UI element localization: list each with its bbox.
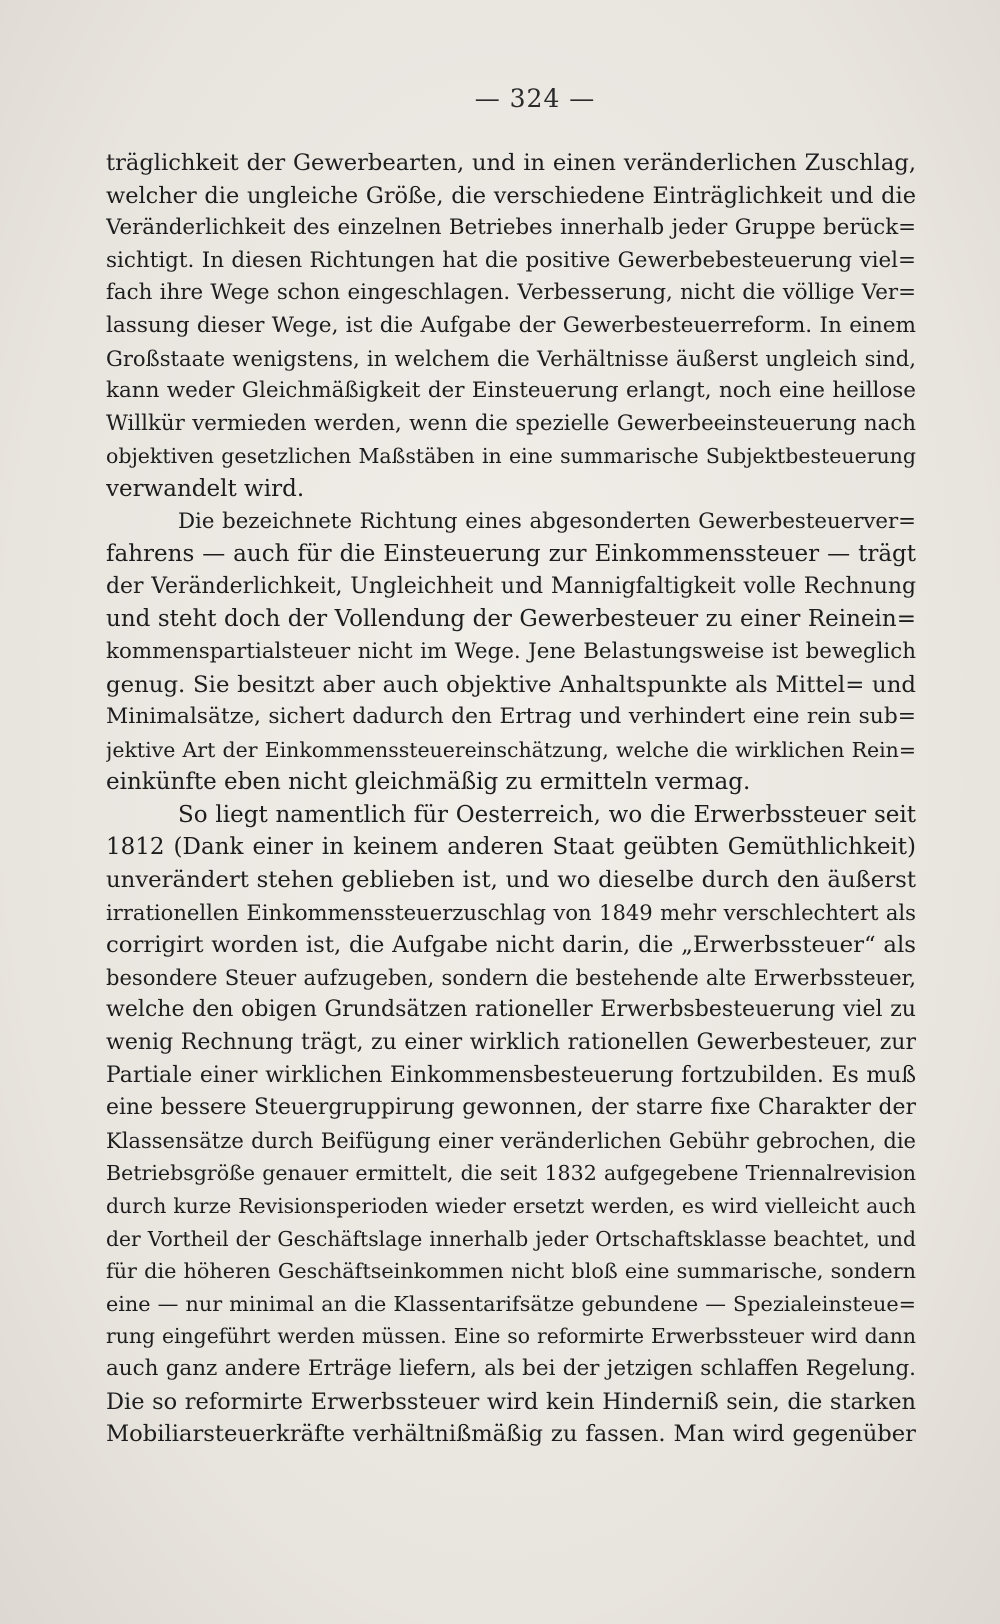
- text-line: unverändert stehen geblieben ist, und wo dieselbe durch den äußerst: [106, 867, 916, 894]
- text-line: Die bezeichnete Richtung eines abgesonderten Gewerbesteuerver=: [178, 508, 916, 534]
- text-line: Die so reformirte Erwerbssteuer wird kein Hinderniß sein, die starken: [106, 1388, 916, 1415]
- text-line: sichtigt. In diesen Richtungen hat die positive Gewerbebesteuerung viel=: [106, 247, 916, 273]
- text-line: besondere Steuer aufzugeben, sondern die bestehende alte Erwerbssteuer,: [106, 964, 916, 990]
- text-line: irrationellen Einkommenssteuerzuschlag von 1849 mehr verschlechtert als: [106, 899, 916, 925]
- text-line: wenig Rechnung trägt, zu einer wirklich rationellen Gewerbesteuer, zur: [106, 1030, 916, 1056]
- text-line: rung eingeführt werden müssen. Eine so reformirte Erwerbssteuer wird dann: [106, 1324, 916, 1349]
- text-line: corrigirt worden ist, die Aufgabe nicht darin, die „Erwerbssteuer“ als: [106, 932, 916, 959]
- text-line: Betriebsgröße genauer ermittelt, die seit 1832 aufgegebene Triennalrevision: [106, 1161, 916, 1186]
- text-line: fahrens — auch für die Einsteuerung zur Einkommenssteuer — trägt: [106, 541, 916, 568]
- text-line: und steht doch der Vollendung der Gewerbesteuer zu einer Reinein=: [106, 606, 916, 633]
- text-line: für die höheren Geschäftseinkommen nicht bloß eine summarische, sondern: [106, 1259, 916, 1284]
- text-line: objektiven gesetzlichen Maßstäben in eine summarische Subjektbesteuerung: [106, 444, 916, 469]
- text-line: träglichkeit der Gewerbearten, und in einen veränderlichen Zuschlag,: [106, 150, 916, 176]
- text-line: Mobiliarsteuerkräfte verhältnißmäßig zu fassen. Man wird gegenüber: [106, 1421, 916, 1448]
- text-line: Partiale einer wirklichen Einkommensbesteuerung fortzubilden. Es muß: [106, 1062, 916, 1088]
- text-line: der Veränderlichkeit, Ungleichheit und Mannigfaltigkeit volle Rechnung: [106, 573, 916, 599]
- text-line: kann weder Gleichmäßigkeit der Einsteuerung erlangt, noch eine heillose: [106, 378, 916, 404]
- text-line: verwandelt wird.: [106, 475, 305, 502]
- text-line: genug. Sie besitzt aber auch objektive Anhaltspunkte als Mittel= und: [106, 671, 916, 698]
- text-line: Veränderlichkeit des einzelnen Betriebes innerhalb jeder Gruppe berück=: [106, 215, 916, 241]
- text-line: lassung dieser Wege, ist die Aufgabe der Gewerbesteuerreform. In einem: [106, 312, 916, 338]
- text-line: fach ihre Wege schon eingeschlagen. Verbesserung, nicht die völlige Ver=: [106, 280, 916, 306]
- text-line: der Vortheil der Geschäftslage innerhalb jeder Ortschaftsklasse beachtet, und: [106, 1226, 916, 1251]
- text-line: eine — nur minimal an die Klassentarifsätze gebundene — Spezialeinsteue=: [106, 1291, 916, 1316]
- text-line: Klassensätze durch Beifügung einer veränderlichen Gebühr gebrochen, die: [106, 1127, 916, 1153]
- text-line: Willkür vermieden werden, wenn die spezielle Gewerbeeinsteuerung nach: [106, 410, 916, 436]
- text-line: durch kurze Revisionsperioden wieder ersetzt werden, es wird vielleicht auch: [106, 1194, 916, 1218]
- text-line: auch ganz andere Erträge liefern, als bei der jetzigen schlaffen Regelung.: [106, 1355, 916, 1381]
- text-line: 1812 (Dank einer in keinem anderen Staat geübten Gemüthlichkeit): [106, 834, 916, 861]
- text-line: jektive Art der Einkommenssteuereinschätzung, welche die wirklichen Rein=: [106, 737, 916, 762]
- text-line: welche den obigen Grundsätzen rationeller Erwerbsbesteuerung viel zu: [106, 997, 916, 1023]
- text-line: kommenspartialsteuer nicht im Wege. Jene Belastungsweise ist beweglich: [106, 638, 916, 664]
- text-line: welcher die ungleiche Größe, die verschiedene Einträglichkeit und die: [106, 182, 916, 209]
- page-number: — 324 —: [474, 84, 596, 113]
- text-line: Großstaate wenigstens, in welchem die Verhältnisse äußerst ungleich sind,: [106, 345, 916, 371]
- text-line: So liegt namentlich für Oesterreich, wo die Erwerbssteuer seit: [178, 801, 916, 828]
- body-text: [106, 147, 916, 1451]
- text-line: Minimalsätze, sichert dadurch den Ertrag und verhindert eine rein sub=: [106, 704, 916, 730]
- text-line: eine bessere Steuergruppirung gewonnen, der starre fixe Charakter der: [106, 1095, 916, 1121]
- text-line: einkünfte eben nicht gleichmäßig zu ermitteln vermag.: [106, 769, 751, 796]
